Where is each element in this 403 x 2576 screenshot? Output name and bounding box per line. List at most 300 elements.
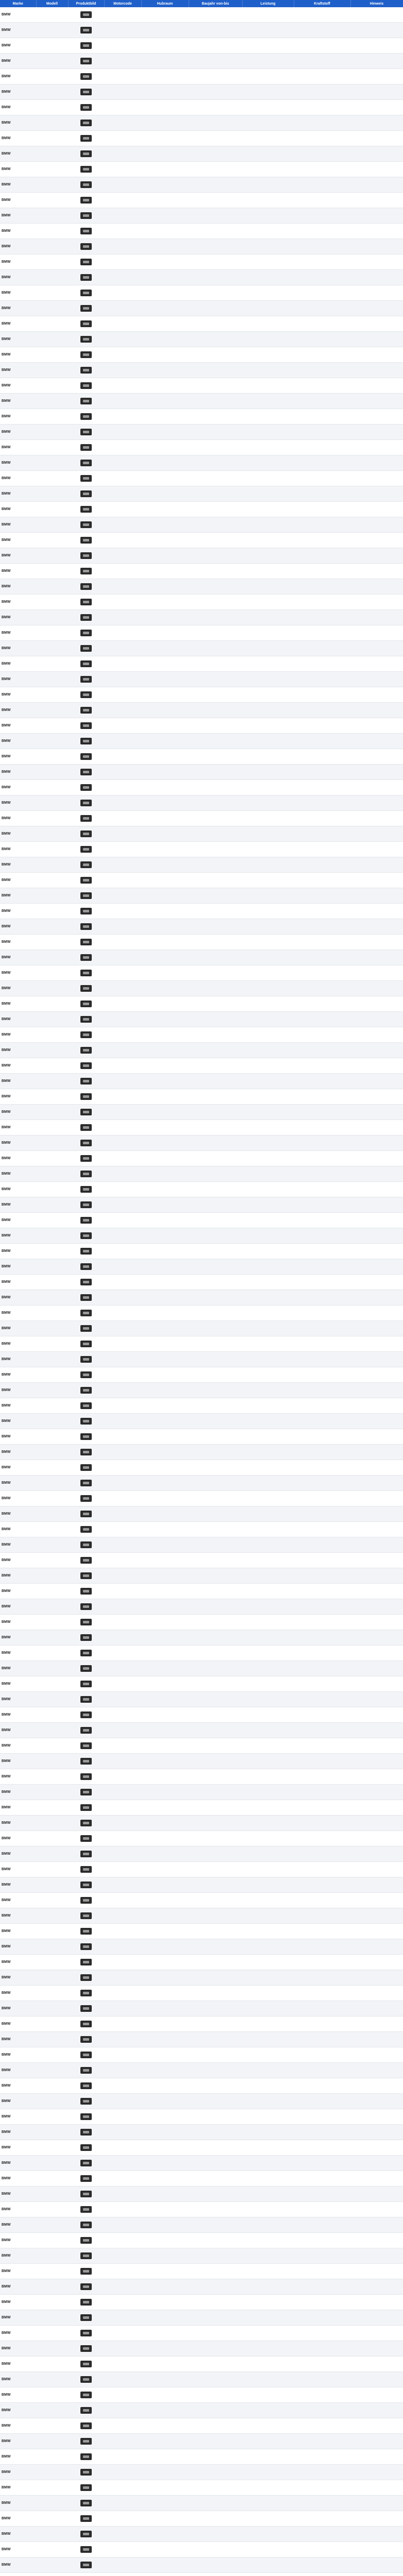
table-row[interactable] xyxy=(0,1846,403,1862)
table-row[interactable] xyxy=(0,2279,403,2295)
cell-engine-code xyxy=(104,84,141,100)
cell-power xyxy=(242,146,294,162)
table-row[interactable] xyxy=(0,270,403,285)
cell-power xyxy=(242,409,294,425)
table-row[interactable] xyxy=(0,2109,403,2125)
table-row[interactable] xyxy=(0,826,403,842)
cell-displacement xyxy=(141,517,189,533)
cell-product-image xyxy=(68,2449,104,2465)
cell-note xyxy=(350,1692,403,1707)
cell-model xyxy=(36,2372,68,2387)
table-row[interactable] xyxy=(0,1197,403,1213)
cell-make: BMW xyxy=(0,1568,36,1584)
table-row[interactable] xyxy=(0,1259,403,1275)
table-row[interactable] xyxy=(0,1955,403,1970)
table-row[interactable] xyxy=(0,2001,403,2016)
table-row[interactable] xyxy=(0,888,403,904)
cell-years xyxy=(189,2217,242,2233)
cell-make: BMW xyxy=(0,1445,36,1460)
header-engine-code[interactable]: Motorcode xyxy=(104,0,141,7)
table-row[interactable] xyxy=(0,1970,403,1986)
table-row[interactable] xyxy=(0,2387,403,2403)
table-row[interactable] xyxy=(0,1537,403,1553)
cell-product-image xyxy=(68,1955,104,1970)
cell-note xyxy=(350,2341,403,2357)
table-row[interactable] xyxy=(0,440,403,455)
table-row[interactable] xyxy=(0,1151,403,1166)
table-row[interactable] xyxy=(0,625,403,641)
table-row[interactable] xyxy=(0,2573,403,2576)
table-row[interactable] xyxy=(0,1074,403,1089)
cell-product-image xyxy=(68,193,104,208)
table-row[interactable] xyxy=(0,1213,403,1228)
header-make[interactable]: Marke xyxy=(0,0,36,7)
table-row[interactable] xyxy=(0,2047,403,2063)
table-row[interactable] xyxy=(0,347,403,363)
product-thumbnail-icon xyxy=(80,815,92,822)
table-row[interactable] xyxy=(0,1754,403,1769)
cell-fuel xyxy=(294,2310,350,2326)
table-row[interactable] xyxy=(0,1491,403,1506)
table-row[interactable] xyxy=(0,1924,403,1939)
table-row[interactable] xyxy=(0,162,403,177)
header-power[interactable]: Leistung xyxy=(242,0,294,7)
table-row[interactable] xyxy=(0,517,403,533)
product-thumbnail-icon xyxy=(80,1186,92,1193)
cell-years xyxy=(189,394,242,409)
table-row[interactable] xyxy=(0,502,403,517)
cell-years xyxy=(189,826,242,842)
cell-product-image xyxy=(68,455,104,471)
cell-model xyxy=(36,2387,68,2403)
cell-displacement xyxy=(141,2233,189,2248)
table-row[interactable] xyxy=(0,409,403,425)
cell-power xyxy=(242,1460,294,1476)
cell-product-image xyxy=(68,780,104,795)
cell-years xyxy=(189,672,242,687)
cell-model xyxy=(36,1877,68,1893)
table-row[interactable] xyxy=(0,2527,403,2542)
table-row[interactable] xyxy=(0,2372,403,2387)
table-row[interactable] xyxy=(0,795,403,811)
table-row[interactable] xyxy=(0,873,403,888)
table-row[interactable] xyxy=(0,2063,403,2078)
table-row[interactable] xyxy=(0,193,403,208)
table-row[interactable] xyxy=(0,224,403,239)
table-row[interactable] xyxy=(0,425,403,440)
table-row[interactable] xyxy=(0,1831,403,1846)
table-row[interactable] xyxy=(0,718,403,734)
table-row[interactable] xyxy=(0,687,403,703)
table-row[interactable] xyxy=(0,208,403,224)
table-row[interactable] xyxy=(0,2326,403,2341)
cell-engine-code xyxy=(104,965,141,981)
cell-engine-code xyxy=(104,1893,141,1908)
table-row[interactable] xyxy=(0,1460,403,1476)
table-row[interactable] xyxy=(0,394,403,409)
table-row[interactable] xyxy=(0,1105,403,1120)
table-row[interactable] xyxy=(0,1816,403,1831)
cell-make: BMW xyxy=(0,2542,36,2557)
table-row[interactable] xyxy=(0,595,403,610)
table-row[interactable] xyxy=(0,2094,403,2109)
cell-years xyxy=(189,2001,242,2016)
product-thumbnail-icon xyxy=(80,1681,92,1687)
table-row[interactable] xyxy=(0,1429,403,1445)
table-row[interactable] xyxy=(0,2187,403,2202)
cell-engine-code xyxy=(104,2078,141,2094)
cell-note xyxy=(350,301,403,316)
table-row[interactable] xyxy=(0,285,403,301)
table-row[interactable] xyxy=(0,146,403,162)
table-row[interactable] xyxy=(0,749,403,765)
table-row[interactable] xyxy=(0,316,403,332)
cell-fuel xyxy=(294,1074,350,1089)
cell-make: BMW xyxy=(0,502,36,517)
cell-note xyxy=(350,1939,403,1955)
table-row[interactable] xyxy=(0,1908,403,1924)
cell-power xyxy=(242,177,294,193)
cell-fuel xyxy=(294,301,350,316)
cell-model xyxy=(36,1012,68,1027)
table-row[interactable] xyxy=(0,471,403,486)
table-row[interactable] xyxy=(0,1228,403,1244)
cell-model xyxy=(36,332,68,347)
cell-make: BMW xyxy=(0,734,36,749)
cell-engine-code xyxy=(104,2527,141,2542)
table-row[interactable] xyxy=(0,1599,403,1615)
table-row[interactable] xyxy=(0,2016,403,2032)
table-row[interactable] xyxy=(0,2264,403,2279)
cell-fuel xyxy=(294,54,350,69)
cell-engine-code xyxy=(104,2449,141,2465)
cell-power xyxy=(242,1846,294,1862)
table-row[interactable] xyxy=(0,2217,403,2233)
cell-displacement xyxy=(141,1460,189,1476)
table-row[interactable] xyxy=(0,672,403,687)
table-row[interactable] xyxy=(0,378,403,394)
cell-displacement xyxy=(141,579,189,595)
product-thumbnail-icon xyxy=(80,120,92,126)
table-row[interactable] xyxy=(0,656,403,672)
cell-power xyxy=(242,1877,294,1893)
cell-years xyxy=(189,2341,242,2357)
table-row[interactable] xyxy=(0,239,403,255)
cell-model xyxy=(36,2063,68,2078)
table-row[interactable] xyxy=(0,2403,403,2418)
cell-engine-code xyxy=(104,1074,141,1089)
cell-engine-code xyxy=(104,672,141,687)
cell-product-image xyxy=(68,440,104,455)
cell-fuel xyxy=(294,1306,350,1321)
table-row[interactable] xyxy=(0,2032,403,2047)
table-row[interactable] xyxy=(0,332,403,347)
table-row[interactable] xyxy=(0,2233,403,2248)
cell-fuel xyxy=(294,1460,350,1476)
table-row[interactable] xyxy=(0,1445,403,1460)
table-row[interactable] xyxy=(0,2434,403,2449)
cell-make: BMW xyxy=(0,1213,36,1228)
table-row[interactable] xyxy=(0,1692,403,1707)
table-row[interactable] xyxy=(0,1707,403,1723)
table-row[interactable] xyxy=(0,1877,403,1893)
table-row[interactable] xyxy=(0,363,403,378)
table-row[interactable] xyxy=(0,1321,403,1336)
cell-make: BMW xyxy=(0,1908,36,1924)
table-row[interactable] xyxy=(0,1522,403,1537)
table-row[interactable] xyxy=(0,38,403,54)
cell-model xyxy=(36,440,68,455)
table-row[interactable] xyxy=(0,548,403,564)
cell-model xyxy=(36,409,68,425)
table-row[interactable] xyxy=(0,780,403,795)
table-row[interactable] xyxy=(0,1553,403,1568)
table-row[interactable] xyxy=(0,965,403,981)
cell-power xyxy=(242,888,294,904)
cell-years xyxy=(189,285,242,301)
cell-product-image xyxy=(68,394,104,409)
table-row[interactable] xyxy=(0,2156,403,2171)
table-row[interactable] xyxy=(0,857,403,873)
table-row[interactable] xyxy=(0,1136,403,1151)
product-thumbnail-icon xyxy=(80,1031,92,1038)
table-row[interactable] xyxy=(0,1398,403,1414)
table-row[interactable] xyxy=(0,1893,403,1908)
table-row[interactable] xyxy=(0,1244,403,1259)
table-row[interactable] xyxy=(0,1367,403,1383)
table-row[interactable] xyxy=(0,1630,403,1646)
cell-note xyxy=(350,1924,403,1939)
table-row[interactable] xyxy=(0,1352,403,1367)
cell-make: BMW xyxy=(0,2032,36,2047)
header-displacement[interactable]: Hubraum xyxy=(141,0,189,7)
cell-note xyxy=(350,1058,403,1074)
table-row[interactable] xyxy=(0,734,403,749)
table-row[interactable] xyxy=(0,177,403,193)
cell-fuel xyxy=(294,981,350,996)
table-row[interactable] xyxy=(0,7,403,23)
table-row[interactable] xyxy=(0,1723,403,1738)
table-row[interactable] xyxy=(0,1290,403,1306)
table-row[interactable] xyxy=(0,1738,403,1754)
cell-engine-code xyxy=(104,873,141,888)
table-row[interactable] xyxy=(0,2418,403,2434)
table-row[interactable] xyxy=(0,2125,403,2140)
cell-make: BMW xyxy=(0,2557,36,2573)
cell-note xyxy=(350,857,403,873)
table-row[interactable] xyxy=(0,904,403,919)
cell-years xyxy=(189,84,242,100)
product-thumbnail-icon xyxy=(80,1248,92,1255)
table-row[interactable] xyxy=(0,69,403,84)
table-row[interactable] xyxy=(0,2341,403,2357)
product-thumbnail-icon xyxy=(80,1758,92,1765)
table-row[interactable] xyxy=(0,1336,403,1352)
table-row[interactable] xyxy=(0,2202,403,2217)
table-row[interactable] xyxy=(0,2140,403,2156)
table-row[interactable] xyxy=(0,23,403,38)
table-row[interactable] xyxy=(0,610,403,625)
cell-power xyxy=(242,1816,294,1831)
table-row[interactable] xyxy=(0,2449,403,2465)
header-fuel[interactable]: Kraftstoff xyxy=(294,0,350,7)
table-row[interactable] xyxy=(0,2357,403,2372)
table-row[interactable] xyxy=(0,2078,403,2094)
table-row[interactable] xyxy=(0,1058,403,1074)
cell-power xyxy=(242,2109,294,2125)
table-row[interactable] xyxy=(0,2511,403,2527)
cell-model xyxy=(36,672,68,687)
table-row[interactable] xyxy=(0,1615,403,1630)
table-row[interactable] xyxy=(0,935,403,950)
table-row[interactable] xyxy=(0,2310,403,2326)
cell-power xyxy=(242,1646,294,1661)
table-row[interactable] xyxy=(0,1012,403,1027)
table-row[interactable] xyxy=(0,703,403,718)
table-row[interactable] xyxy=(0,1986,403,2001)
table-row[interactable] xyxy=(0,115,403,131)
table-row[interactable] xyxy=(0,1476,403,1491)
table-row[interactable] xyxy=(0,1785,403,1800)
table-row[interactable] xyxy=(0,1939,403,1955)
table-row[interactable] xyxy=(0,1646,403,1661)
cell-power xyxy=(242,1568,294,1584)
cell-power xyxy=(242,1893,294,1908)
cell-power xyxy=(242,1908,294,1924)
table-row[interactable] xyxy=(0,1306,403,1321)
cell-years xyxy=(189,1846,242,1862)
table-row[interactable] xyxy=(0,2542,403,2557)
cell-years xyxy=(189,208,242,224)
table-row[interactable] xyxy=(0,2295,403,2310)
table-row[interactable] xyxy=(0,1120,403,1136)
cell-model xyxy=(36,641,68,656)
cell-fuel xyxy=(294,2527,350,2542)
cell-years xyxy=(189,2573,242,2576)
cell-years xyxy=(189,455,242,471)
table-row[interactable] xyxy=(0,1506,403,1522)
cell-power xyxy=(242,69,294,84)
table-row[interactable] xyxy=(0,1414,403,1429)
table-row[interactable] xyxy=(0,765,403,780)
table-row[interactable] xyxy=(0,131,403,146)
table-row[interactable] xyxy=(0,2248,403,2264)
table-row[interactable] xyxy=(0,1182,403,1197)
cell-power xyxy=(242,239,294,255)
cell-displacement xyxy=(141,1043,189,1058)
table-row[interactable] xyxy=(0,1027,403,1043)
table-row[interactable] xyxy=(0,996,403,1012)
cell-fuel xyxy=(294,69,350,84)
cell-note xyxy=(350,486,403,502)
cell-model xyxy=(36,486,68,502)
cell-model xyxy=(36,2496,68,2511)
cell-years xyxy=(189,1816,242,1831)
table-row[interactable] xyxy=(0,1166,403,1182)
cell-note xyxy=(350,1383,403,1398)
table-row[interactable] xyxy=(0,950,403,965)
table-row[interactable] xyxy=(0,533,403,548)
table-row[interactable] xyxy=(0,1862,403,1877)
table-row[interactable] xyxy=(0,811,403,826)
cell-model xyxy=(36,950,68,965)
cell-years xyxy=(189,38,242,54)
cell-displacement xyxy=(141,641,189,656)
table-row[interactable] xyxy=(0,981,403,996)
cell-make: BMW xyxy=(0,285,36,301)
cell-note xyxy=(350,656,403,672)
table-row[interactable] xyxy=(0,2557,403,2573)
cell-fuel xyxy=(294,115,350,131)
table-row[interactable] xyxy=(0,54,403,69)
cell-engine-code xyxy=(104,2140,141,2156)
cell-product-image xyxy=(68,486,104,502)
cell-displacement xyxy=(141,1290,189,1306)
header-years[interactable]: Baujahr von-bis xyxy=(189,0,242,7)
cell-model xyxy=(36,2140,68,2156)
cell-model xyxy=(36,2001,68,2016)
cell-note xyxy=(350,2094,403,2109)
table-row[interactable] xyxy=(0,1676,403,1692)
cell-years xyxy=(189,857,242,873)
cell-model xyxy=(36,579,68,595)
table-row[interactable] xyxy=(0,100,403,115)
table-row[interactable] xyxy=(0,1568,403,1584)
cell-product-image xyxy=(68,1244,104,1259)
table-row[interactable] xyxy=(0,2480,403,2496)
table-row[interactable] xyxy=(0,1275,403,1290)
table-row[interactable] xyxy=(0,1800,403,1816)
cell-fuel xyxy=(294,2434,350,2449)
table-row[interactable] xyxy=(0,1089,403,1105)
product-thumbnail-icon xyxy=(80,521,92,528)
cell-displacement xyxy=(141,2264,189,2279)
cell-displacement xyxy=(141,1228,189,1244)
cell-years xyxy=(189,888,242,904)
cell-model xyxy=(36,1831,68,1846)
table-row[interactable] xyxy=(0,579,403,595)
cell-make: BMW xyxy=(0,1306,36,1321)
table-row[interactable] xyxy=(0,1383,403,1398)
table-row[interactable] xyxy=(0,919,403,935)
table-row[interactable] xyxy=(0,486,403,502)
cell-product-image xyxy=(68,38,104,54)
cell-engine-code xyxy=(104,981,141,996)
table-row[interactable] xyxy=(0,564,403,579)
table-row[interactable] xyxy=(0,1661,403,1676)
cell-engine-code xyxy=(104,146,141,162)
table-row[interactable] xyxy=(0,1043,403,1058)
table-row[interactable] xyxy=(0,842,403,857)
header-model[interactable]: Modell xyxy=(36,0,68,7)
cell-fuel xyxy=(294,7,350,23)
table-row[interactable] xyxy=(0,84,403,100)
table-row[interactable] xyxy=(0,1769,403,1785)
cell-power xyxy=(242,1986,294,2001)
table-row[interactable] xyxy=(0,301,403,316)
table-row[interactable] xyxy=(0,2171,403,2187)
table-row[interactable] xyxy=(0,255,403,270)
table-row[interactable] xyxy=(0,2465,403,2480)
table-row[interactable] xyxy=(0,1584,403,1599)
table-row[interactable] xyxy=(0,641,403,656)
cell-displacement xyxy=(141,1352,189,1367)
cell-model xyxy=(36,69,68,84)
cell-displacement xyxy=(141,440,189,455)
cell-make: BMW xyxy=(0,579,36,595)
table-row[interactable] xyxy=(0,2496,403,2511)
table-row[interactable] xyxy=(0,455,403,471)
